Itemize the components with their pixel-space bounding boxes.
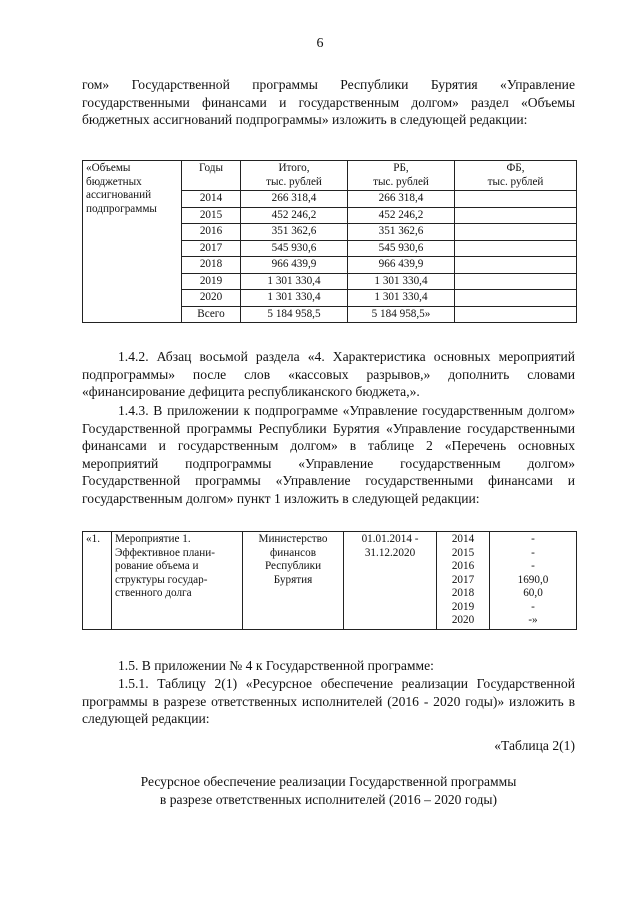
table-row: 2017 545 930,6 545 930,6: [83, 240, 577, 257]
executor-cell: Министерство финансов Республики Бурятия: [243, 532, 344, 630]
table-row: 2016 351 362,6 351 362,6: [83, 224, 577, 241]
table-reference: «Таблица 2(1): [494, 738, 575, 753]
item-number: «1.: [83, 532, 112, 630]
paragraph-1-4-2: 1.4.2. Абзац восьмой раздела «4. Характеристика основных мероприятий подпрограммы» после слов «кассовых разрывов,» дополнить словами «финансирование дефицита республиканского бюджета,».: [82, 349, 575, 399]
values-cell: - - - 1690,0 60,0 - -»: [490, 532, 577, 630]
table-row: [83, 532, 577, 630]
paragraph-1-4-3: 1.4.3. В приложении к подпрограмме «Управление государственным долгом» Государственной программы Республики Бурятия «Управление государственными финансами и государственным долгом» в таблице 2 «Перечень основных мероприятий подпрограммы «Управление государственным долгом» Государственной программы «Управление государственными финансами и государственным долгом» пункт 1 изложить в следующей редакции:: [82, 403, 575, 506]
table-row: 2020 1 301 330,4 1 301 330,4: [83, 290, 577, 307]
table-header-label: «Объемы бюджетных ассигнований подпрограммы: [83, 161, 182, 323]
table-row: 2015 452 246,2 452 246,2: [83, 207, 577, 224]
measures-table: [82, 531, 577, 630]
paragraph-1-5: 1.5. В приложении № 4 к Государственной программе:: [118, 658, 434, 673]
budget-table: [82, 160, 577, 323]
table-header-row: [83, 161, 577, 191]
table-row: 2019 1 301 330,4 1 301 330,4: [83, 273, 577, 290]
years-header: Годы: [182, 161, 241, 191]
paragraph-1-5-1: 1.5.1. Таблицу 2(1) «Ресурсное обеспечение реализации Государственной программы в разрезе ответственных исполнителей (2016 - 2020 годы)» изложить в следующей редакции:: [82, 676, 575, 726]
measure-cell: Мероприятие 1. Эффективное плани- рование объема и структуры государ- ственного долга: [112, 532, 243, 630]
rb-header: РБ, тыс. рублей: [348, 161, 455, 191]
table-row: 2018 966 439,9 966 439,9: [83, 257, 577, 274]
fb-header: ФБ, тыс. рублей: [455, 161, 577, 191]
section-title: Ресурсное обеспечение реализации Государственной программы в разрезе ответственных исполнителей (2016 – 2020 годы): [140, 774, 517, 807]
table-total-row: Всего 5 184 958,5 5 184 958,5»: [83, 306, 577, 323]
intro-paragraph: гом» Государственной программы Республики Бурятия «Управление государственными финансами и государственным долгом» раздел «Объемы бюджетных ассигнований подпрограммы» изложить в следующей редакции:: [82, 77, 575, 127]
period-cell: 01.01.2014 - 31.12.2020: [344, 532, 437, 630]
page-number: 6: [316, 36, 324, 51]
years-cell: 2014 2015 2016 2017 2018 2019 2020: [437, 532, 490, 630]
total-header: Итого, тыс. рублей: [241, 161, 348, 191]
table-row: 2014 266 318,4 266 318,4: [83, 191, 577, 208]
